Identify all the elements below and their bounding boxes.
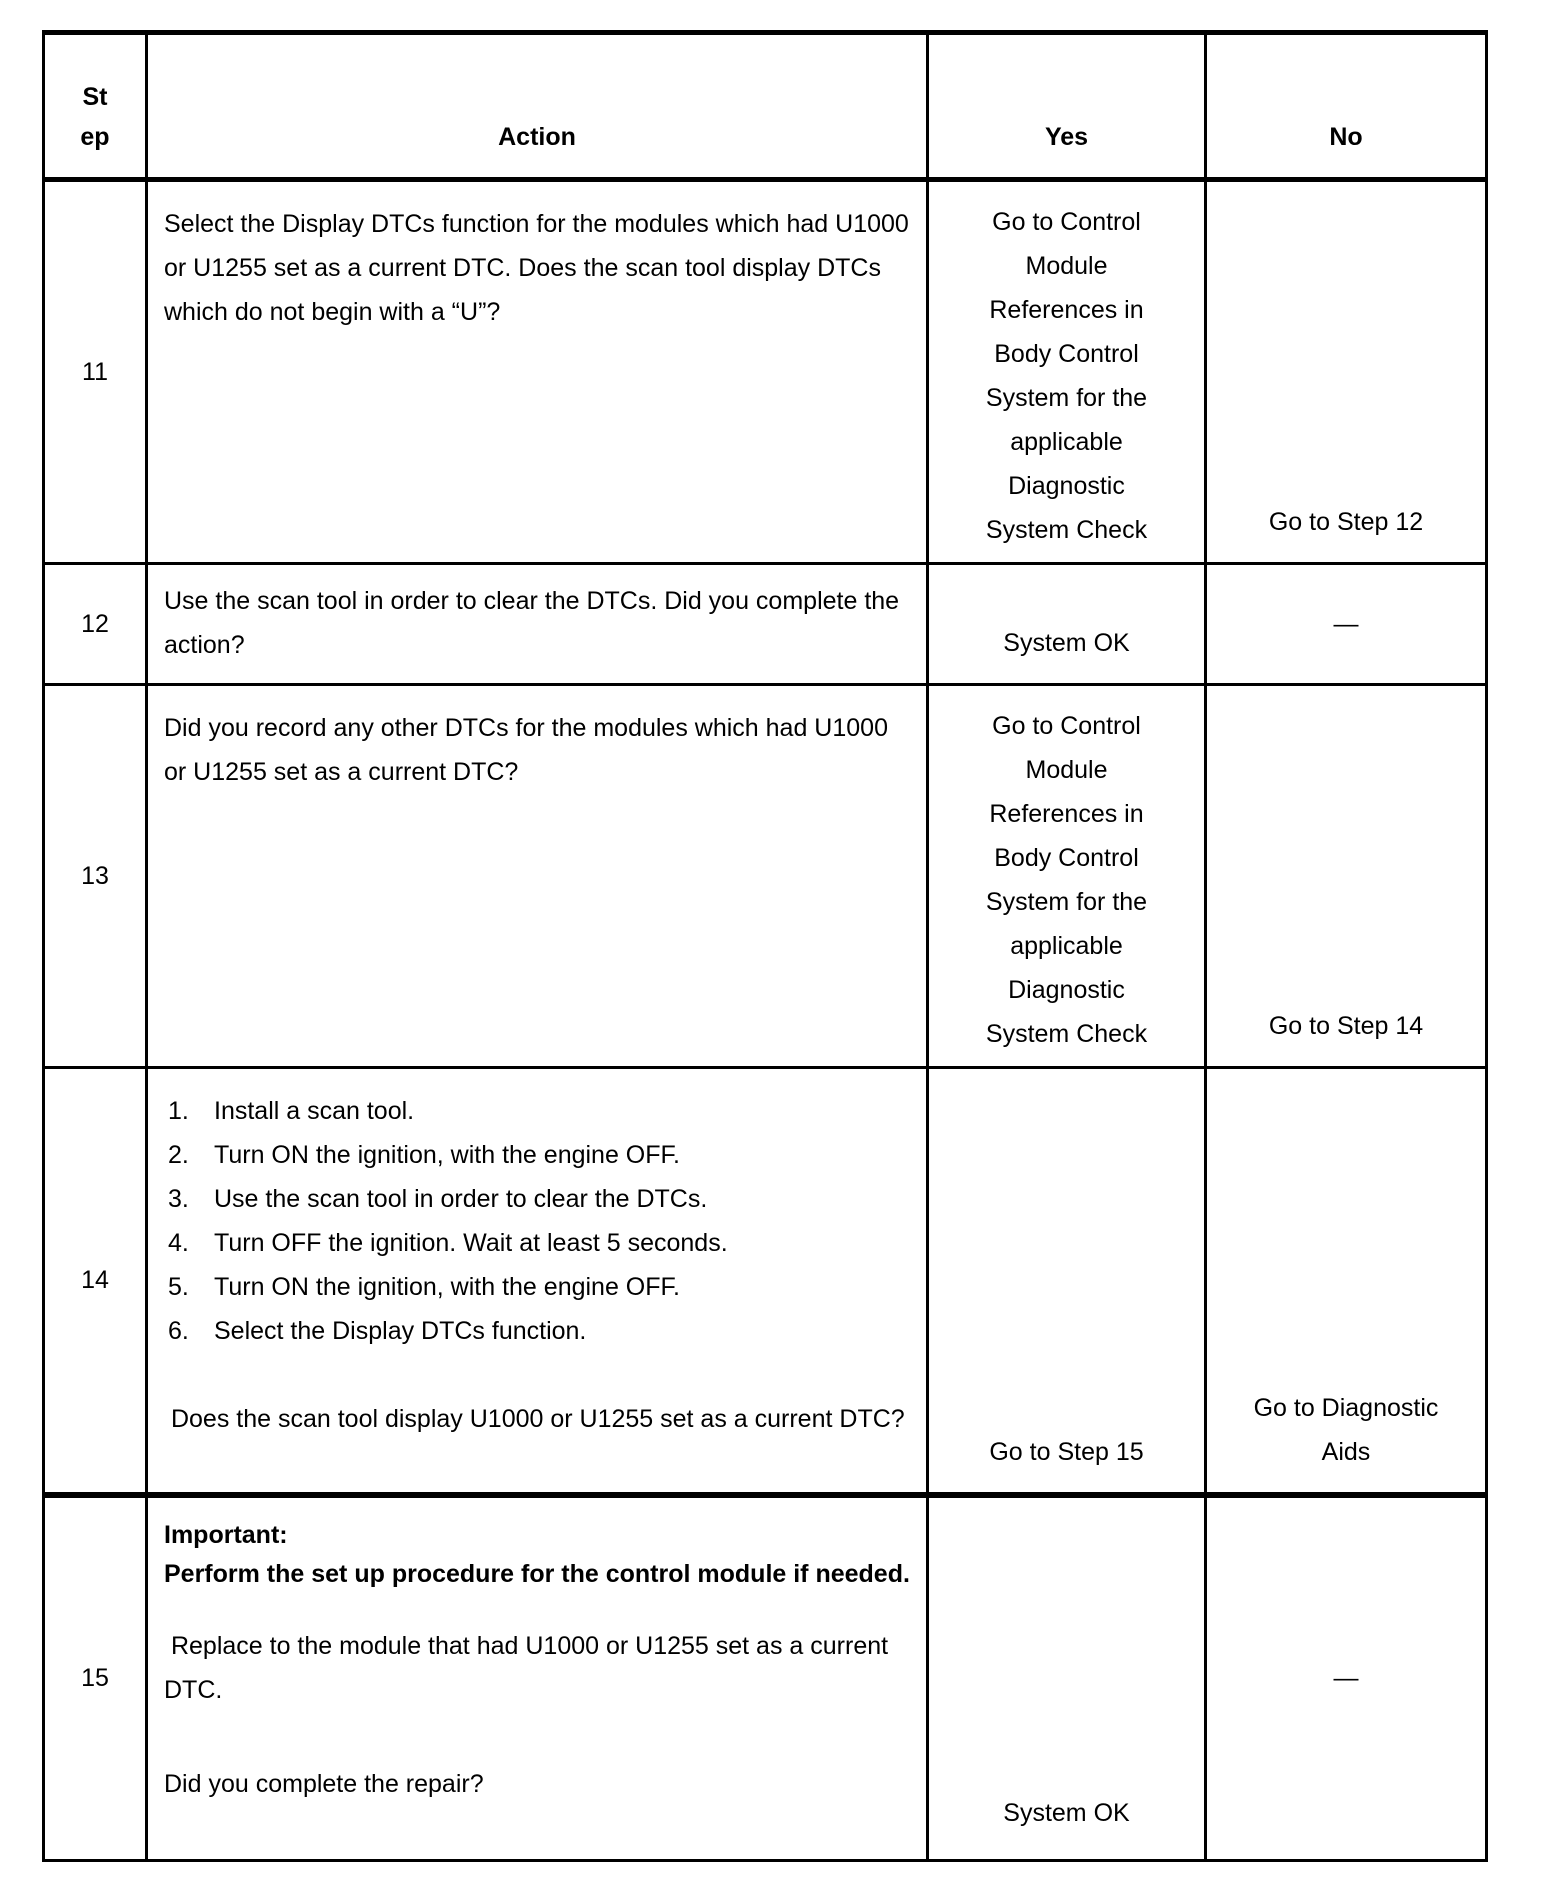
procedure-list xyxy=(164,1089,910,1353)
header-step-line1: St xyxy=(82,83,108,111)
step-number: 11 xyxy=(44,180,147,564)
list-number: 4. xyxy=(168,1229,189,1257)
yes-result: Go to Step 15 xyxy=(928,1068,1206,1495)
action-cell xyxy=(147,1068,928,1495)
yes-line: References in xyxy=(989,800,1144,828)
step-number: 12 xyxy=(44,564,147,685)
yes-line: System for the xyxy=(985,888,1148,916)
list-item xyxy=(164,1265,910,1309)
yes-line: Body Control xyxy=(994,844,1139,872)
yes-line: Diagnostic xyxy=(1008,472,1125,500)
list-number: 6. xyxy=(168,1317,189,1345)
question-text: Does the scan tool display U1000 or U1255 set as a current DTC? xyxy=(164,1405,905,1433)
table-row xyxy=(44,685,1487,1068)
action-text: Replace to the module that had U1000 or U1255 set as a current DTC. xyxy=(164,1631,896,1704)
diagnostic-steps-table xyxy=(42,30,1488,1862)
list-text: Use the scan tool in order to clear the DTCs. xyxy=(214,1185,708,1213)
list-text: Select the Display DTCs function. xyxy=(214,1317,587,1345)
yes-line: Diagnostic xyxy=(1008,976,1125,1004)
list-text: Turn OFF the ignition. Wait at least 5 seconds. xyxy=(214,1229,728,1257)
action-text: Select the Display DTCs function for the modules which had U1000 or U1255 set as a current DTC. Does the scan tool display DTCs which do not begin with a “U”? xyxy=(147,180,928,564)
yes-line: Body Control xyxy=(994,340,1139,368)
header-action: Action xyxy=(147,33,928,180)
list-item xyxy=(164,1221,910,1265)
list-number: 1. xyxy=(168,1097,189,1125)
yes-line: Go to Control xyxy=(992,712,1141,740)
list-number: 2. xyxy=(168,1141,189,1169)
list-text: Install a scan tool. xyxy=(214,1097,415,1125)
action-cell xyxy=(147,1495,928,1861)
step-number: 13 xyxy=(44,685,147,1068)
list-number: 5. xyxy=(168,1273,189,1301)
no-line: Go to Diagnostic xyxy=(1253,1393,1439,1422)
list-text: Turn ON the ignition, with the engine OFF. xyxy=(214,1273,680,1301)
list-item xyxy=(164,1309,910,1353)
yes-line: Module xyxy=(1025,756,1108,784)
no-result: Go to Step 14 xyxy=(1206,685,1487,1068)
header-step-line2: ep xyxy=(80,123,110,151)
list-item xyxy=(164,1177,910,1221)
list-item xyxy=(164,1133,910,1177)
yes-line: System for the xyxy=(985,384,1148,412)
no-result: Go to Step 12 xyxy=(1206,180,1487,564)
yes-line: System Check xyxy=(985,516,1148,544)
table-row xyxy=(44,180,1487,564)
important-label: Important: xyxy=(164,1520,288,1549)
question-text: Did you complete the repair? xyxy=(164,1769,484,1798)
yes-result xyxy=(928,685,1206,1068)
no-result xyxy=(1206,1068,1487,1495)
list-number: 3. xyxy=(168,1185,189,1213)
table-header-row xyxy=(44,33,1487,180)
yes-result: System OK xyxy=(928,1495,1206,1861)
yes-line: applicable xyxy=(1010,932,1123,960)
step-number: 14 xyxy=(44,1068,147,1495)
table-row xyxy=(44,1495,1487,1861)
table-row xyxy=(44,564,1487,685)
table-row xyxy=(44,1068,1487,1495)
header-yes: Yes xyxy=(928,33,1206,180)
no-result: — xyxy=(1206,1495,1487,1861)
step-number: 15 xyxy=(44,1495,147,1861)
header-step xyxy=(44,33,147,180)
action-text: Did you record any other DTCs for the modules which had U1000 or U1255 set as a current DTC? xyxy=(147,685,928,1068)
list-item xyxy=(164,1089,910,1133)
header-no: No xyxy=(1206,33,1487,180)
action-text: Use the scan tool in order to clear the DTCs. Did you complete the action? xyxy=(147,564,928,685)
no-line: Aids xyxy=(1321,1437,1371,1466)
yes-result: System OK xyxy=(928,564,1206,685)
yes-line: Go to Control xyxy=(992,208,1141,236)
list-text: Turn ON the ignition, with the engine OFF. xyxy=(214,1141,680,1169)
yes-line: System Check xyxy=(985,1020,1148,1048)
yes-result xyxy=(928,180,1206,564)
no-result: — xyxy=(1206,564,1487,685)
important-text: Perform the set up procedure for the control module if needed. xyxy=(164,1559,910,1588)
yes-line: applicable xyxy=(1010,428,1123,456)
yes-line: Module xyxy=(1025,252,1108,280)
yes-line: References in xyxy=(989,296,1144,324)
